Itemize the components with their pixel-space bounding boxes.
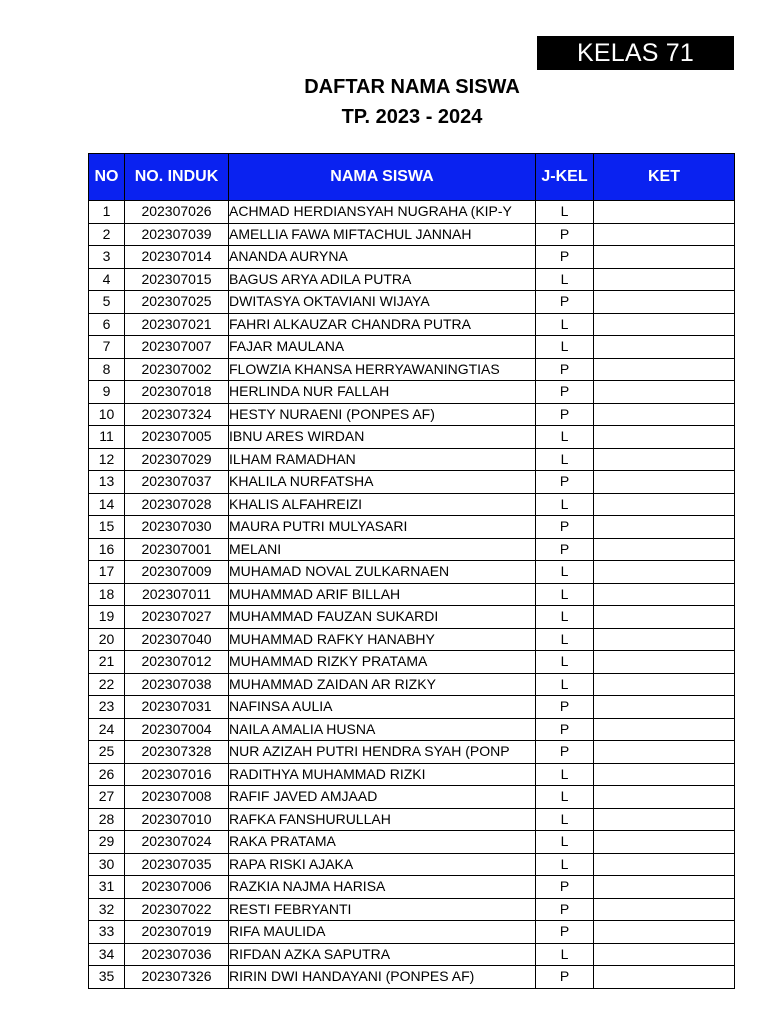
cell-no-induk: 202307019	[125, 921, 229, 944]
cell-no-induk: 202307004	[125, 718, 229, 741]
table-row	[89, 921, 735, 944]
cell-no-induk: 202307015	[125, 268, 229, 291]
cell-nama-siswa: AMELLIA FAWA MIFTACHUL JANNAH	[229, 223, 536, 246]
cell-ket	[594, 786, 735, 809]
table-row	[89, 268, 735, 291]
cell-no-induk: 202307012	[125, 651, 229, 674]
cell-ket	[594, 358, 735, 381]
cell-no-induk: 202307006	[125, 876, 229, 899]
cell-nama-siswa: FLOWZIA KHANSA HERRYAWANINGTIAS	[229, 358, 536, 381]
column-header-ket: KET	[594, 154, 735, 201]
cell-no: 16	[89, 538, 125, 561]
cell-no: 13	[89, 471, 125, 494]
cell-ket	[594, 201, 735, 224]
cell-no: 31	[89, 876, 125, 899]
cell-no-induk: 202307002	[125, 358, 229, 381]
cell-no-induk: 202307009	[125, 561, 229, 584]
table-row	[89, 831, 735, 854]
table-row	[89, 651, 735, 674]
column-header-no-induk: NO. INDUK	[125, 154, 229, 201]
cell-no-induk: 202307326	[125, 966, 229, 989]
cell-no-induk: 202307037	[125, 471, 229, 494]
cell-no-induk: 202307024	[125, 831, 229, 854]
cell-j-kel: P	[536, 538, 594, 561]
cell-no-induk: 202307005	[125, 426, 229, 449]
table-row	[89, 426, 735, 449]
cell-nama-siswa: ANANDA AURYNA	[229, 246, 536, 269]
cell-ket	[594, 943, 735, 966]
cell-no-induk: 202307007	[125, 336, 229, 359]
student-roster-table	[88, 153, 735, 989]
cell-nama-siswa: RIRIN DWI HANDAYANI (PONPES AF)	[229, 966, 536, 989]
cell-nama-siswa: RIFA MAULIDA	[229, 921, 536, 944]
table-row	[89, 291, 735, 314]
cell-no: 9	[89, 381, 125, 404]
cell-ket	[594, 583, 735, 606]
cell-j-kel: L	[536, 786, 594, 809]
cell-no-induk: 202307328	[125, 741, 229, 764]
table-row	[89, 853, 735, 876]
cell-no-induk: 202307035	[125, 853, 229, 876]
cell-nama-siswa: RAFIF JAVED AMJAAD	[229, 786, 536, 809]
cell-j-kel: P	[536, 741, 594, 764]
table-row	[89, 448, 735, 471]
cell-no: 21	[89, 651, 125, 674]
cell-no: 2	[89, 223, 125, 246]
table-row	[89, 718, 735, 741]
cell-no: 7	[89, 336, 125, 359]
cell-j-kel: L	[536, 853, 594, 876]
cell-j-kel: P	[536, 471, 594, 494]
cell-ket	[594, 561, 735, 584]
cell-nama-siswa: MUHAMAD NOVAL ZULKARNAEN	[229, 561, 536, 584]
table-row	[89, 606, 735, 629]
cell-no-induk: 202307036	[125, 943, 229, 966]
table-row	[89, 943, 735, 966]
table-row	[89, 763, 735, 786]
table-row	[89, 516, 735, 539]
cell-ket	[594, 313, 735, 336]
cell-no: 19	[89, 606, 125, 629]
cell-ket	[594, 741, 735, 764]
cell-j-kel: L	[536, 336, 594, 359]
cell-ket	[594, 381, 735, 404]
cell-ket	[594, 516, 735, 539]
cell-ket	[594, 471, 735, 494]
cell-nama-siswa: RAFKA FANSHURULLAH	[229, 808, 536, 831]
cell-no: 23	[89, 696, 125, 719]
table-row	[89, 223, 735, 246]
cell-j-kel: L	[536, 606, 594, 629]
cell-ket	[594, 606, 735, 629]
table-row	[89, 561, 735, 584]
cell-no-induk: 202307018	[125, 381, 229, 404]
cell-no: 10	[89, 403, 125, 426]
cell-ket	[594, 246, 735, 269]
cell-no-induk: 202307038	[125, 673, 229, 696]
cell-j-kel: L	[536, 493, 594, 516]
cell-no-induk: 202307010	[125, 808, 229, 831]
cell-j-kel: P	[536, 898, 594, 921]
cell-ket	[594, 336, 735, 359]
cell-ket	[594, 898, 735, 921]
cell-no: 30	[89, 853, 125, 876]
table-row	[89, 246, 735, 269]
cell-j-kel: L	[536, 673, 594, 696]
cell-no: 14	[89, 493, 125, 516]
cell-nama-siswa: RAKA PRATAMA	[229, 831, 536, 854]
cell-no: 33	[89, 921, 125, 944]
cell-no: 25	[89, 741, 125, 764]
table-row	[89, 381, 735, 404]
cell-j-kel: P	[536, 291, 594, 314]
cell-nama-siswa: FAJAR MAULANA	[229, 336, 536, 359]
cell-ket	[594, 718, 735, 741]
cell-nama-siswa: MUHAMMAD RIZKY PRATAMA	[229, 651, 536, 674]
cell-ket	[594, 493, 735, 516]
cell-j-kel: L	[536, 763, 594, 786]
cell-no: 5	[89, 291, 125, 314]
cell-ket	[594, 651, 735, 674]
cell-j-kel: P	[536, 696, 594, 719]
cell-j-kel: L	[536, 831, 594, 854]
cell-nama-siswa: MUHAMMAD FAUZAN SUKARDI	[229, 606, 536, 629]
cell-j-kel: P	[536, 223, 594, 246]
table-row	[89, 336, 735, 359]
cell-nama-siswa: ACHMAD HERDIANSYAH NUGRAHA (KIP-Y	[229, 201, 536, 224]
cell-j-kel: L	[536, 448, 594, 471]
cell-nama-siswa: NAFINSA AULIA	[229, 696, 536, 719]
cell-nama-siswa: FAHRI ALKAUZAR CHANDRA PUTRA	[229, 313, 536, 336]
cell-no: 11	[89, 426, 125, 449]
cell-no: 28	[89, 808, 125, 831]
cell-nama-siswa: HERLINDA NUR FALLAH	[229, 381, 536, 404]
cell-no: 3	[89, 246, 125, 269]
table-row	[89, 471, 735, 494]
cell-ket	[594, 291, 735, 314]
cell-nama-siswa: RADITHYA MUHAMMAD RIZKI	[229, 763, 536, 786]
cell-j-kel: P	[536, 403, 594, 426]
cell-nama-siswa: MUHAMMAD RAFKY HANABHY	[229, 628, 536, 651]
cell-nama-siswa: KHALIS ALFAHREIZI	[229, 493, 536, 516]
table-row	[89, 493, 735, 516]
table-row	[89, 403, 735, 426]
cell-nama-siswa: MAURA PUTRI MULYASARI	[229, 516, 536, 539]
cell-j-kel: P	[536, 358, 594, 381]
cell-no: 20	[89, 628, 125, 651]
cell-nama-siswa: RESTI FEBRYANTI	[229, 898, 536, 921]
cell-ket	[594, 223, 735, 246]
column-header-nama-siswa: NAMA SISWA	[229, 154, 536, 201]
cell-no-induk: 202307027	[125, 606, 229, 629]
table-row	[89, 673, 735, 696]
cell-no: 27	[89, 786, 125, 809]
page-title: DAFTAR NAMA SISWA	[304, 76, 520, 98]
cell-no-induk: 202307031	[125, 696, 229, 719]
cell-j-kel: L	[536, 426, 594, 449]
table-row	[89, 876, 735, 899]
cell-no-induk: 202307016	[125, 763, 229, 786]
cell-j-kel: P	[536, 921, 594, 944]
cell-no-induk: 202307021	[125, 313, 229, 336]
table-row	[89, 358, 735, 381]
cell-nama-siswa: IBNU ARES WIRDAN	[229, 426, 536, 449]
cell-nama-siswa: KHALILA NURFATSHA	[229, 471, 536, 494]
cell-nama-siswa: NUR AZIZAH PUTRI HENDRA SYAH (PONP	[229, 741, 536, 764]
cell-nama-siswa: RIFDAN AZKA SAPUTRA	[229, 943, 536, 966]
table-row	[89, 966, 735, 989]
cell-no-induk: 202307026	[125, 201, 229, 224]
cell-nama-siswa: MUHAMMAD ZAIDAN AR RIZKY	[229, 673, 536, 696]
table-row	[89, 628, 735, 651]
table-row	[89, 313, 735, 336]
cell-j-kel: L	[536, 943, 594, 966]
cell-ket	[594, 966, 735, 989]
cell-no: 35	[89, 966, 125, 989]
cell-ket	[594, 696, 735, 719]
column-header-j-kel: J-KEL	[536, 154, 594, 201]
cell-nama-siswa: MUHAMMAD ARIF BILLAH	[229, 583, 536, 606]
cell-ket	[594, 448, 735, 471]
cell-j-kel: P	[536, 516, 594, 539]
cell-ket	[594, 426, 735, 449]
cell-nama-siswa: DWITASYA OKTAVIANI WIJAYA	[229, 291, 536, 314]
cell-no: 15	[89, 516, 125, 539]
cell-no-induk: 202307014	[125, 246, 229, 269]
cell-no-induk: 202307008	[125, 786, 229, 809]
column-header-no: NO	[89, 154, 125, 201]
cell-ket	[594, 403, 735, 426]
cell-no: 22	[89, 673, 125, 696]
cell-nama-siswa: BAGUS ARYA ADILA PUTRA	[229, 268, 536, 291]
cell-no-induk: 202307025	[125, 291, 229, 314]
cell-nama-siswa: RAZKIA NAJMA HARISA	[229, 876, 536, 899]
cell-j-kel: P	[536, 966, 594, 989]
cell-ket	[594, 831, 735, 854]
cell-nama-siswa: HESTY NURAENI (PONPES AF)	[229, 403, 536, 426]
cell-no: 6	[89, 313, 125, 336]
cell-j-kel: L	[536, 313, 594, 336]
cell-no: 17	[89, 561, 125, 584]
cell-no-induk: 202307030	[125, 516, 229, 539]
cell-no: 29	[89, 831, 125, 854]
cell-no: 32	[89, 898, 125, 921]
cell-j-kel: P	[536, 718, 594, 741]
cell-j-kel: P	[536, 381, 594, 404]
cell-no-induk: 202307022	[125, 898, 229, 921]
table-row	[89, 786, 735, 809]
cell-ket	[594, 763, 735, 786]
cell-no-induk: 202307011	[125, 583, 229, 606]
class-label: KELAS 71	[537, 36, 734, 70]
cell-no: 26	[89, 763, 125, 786]
cell-j-kel: P	[536, 246, 594, 269]
cell-no-induk: 202307040	[125, 628, 229, 651]
cell-no: 4	[89, 268, 125, 291]
table-row	[89, 583, 735, 606]
cell-no: 1	[89, 201, 125, 224]
cell-nama-siswa: ILHAM RAMADHAN	[229, 448, 536, 471]
cell-j-kel: L	[536, 583, 594, 606]
table-row	[89, 696, 735, 719]
cell-ket	[594, 538, 735, 561]
cell-no: 12	[89, 448, 125, 471]
cell-ket	[594, 673, 735, 696]
cell-no: 34	[89, 943, 125, 966]
table-body	[89, 201, 735, 989]
table-header-row	[89, 154, 735, 201]
cell-nama-siswa: MELANI	[229, 538, 536, 561]
table-row	[89, 898, 735, 921]
cell-ket	[594, 921, 735, 944]
table-row	[89, 538, 735, 561]
cell-j-kel: L	[536, 651, 594, 674]
cell-j-kel: L	[536, 628, 594, 651]
cell-j-kel: L	[536, 808, 594, 831]
cell-no-induk: 202307028	[125, 493, 229, 516]
cell-no-induk: 202307039	[125, 223, 229, 246]
cell-j-kel: L	[536, 201, 594, 224]
cell-ket	[594, 628, 735, 651]
cell-ket	[594, 808, 735, 831]
cell-ket	[594, 268, 735, 291]
table-row	[89, 808, 735, 831]
cell-no: 8	[89, 358, 125, 381]
cell-j-kel: P	[536, 876, 594, 899]
table-row	[89, 741, 735, 764]
cell-j-kel: L	[536, 561, 594, 584]
cell-no-induk: 202307001	[125, 538, 229, 561]
school-year: TP. 2023 - 2024	[341, 106, 483, 128]
cell-nama-siswa: RAPA RISKI AJAKA	[229, 853, 536, 876]
cell-nama-siswa: NAILA AMALIA HUSNA	[229, 718, 536, 741]
cell-no: 18	[89, 583, 125, 606]
cell-no-induk: 202307029	[125, 448, 229, 471]
cell-no: 24	[89, 718, 125, 741]
cell-ket	[594, 853, 735, 876]
table-row	[89, 201, 735, 224]
cell-no-induk: 202307324	[125, 403, 229, 426]
cell-ket	[594, 876, 735, 899]
cell-j-kel: L	[536, 268, 594, 291]
